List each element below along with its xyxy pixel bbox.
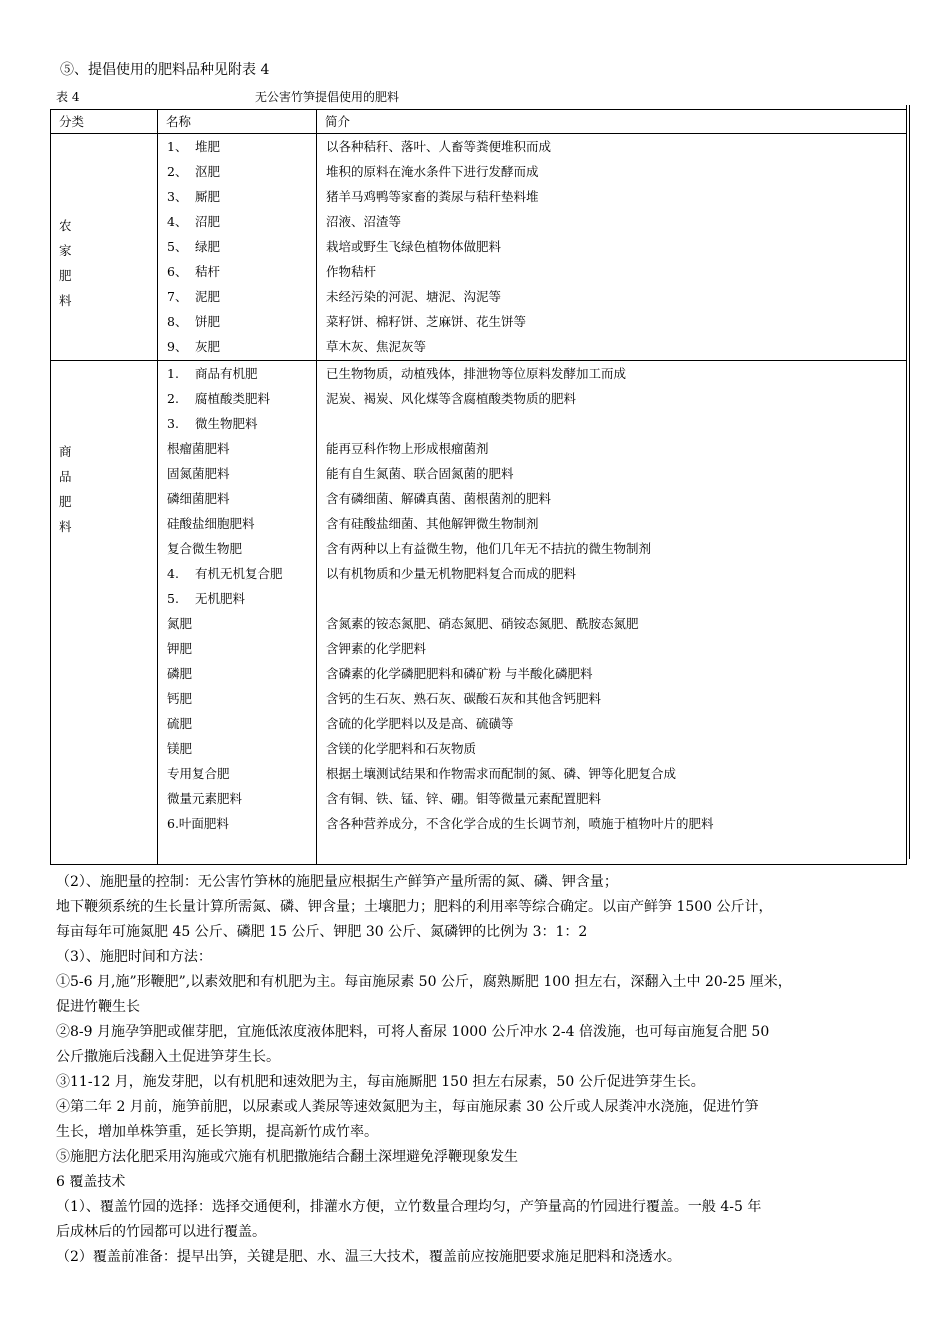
fertilizer-description: 已生物物质，动植残体，排泄物等位原料发酵加工而成 (326, 366, 627, 381)
farm-fertilizer-group (51, 134, 907, 361)
fertilizer-description: 以有机物质和少量无机物肥料复合而成的肥料 (326, 566, 577, 581)
fertilizer-name: 无机肥料 (195, 591, 246, 606)
item-number: 2. (167, 391, 179, 406)
category-char: 商 (59, 444, 72, 459)
fertilizer-description (317, 411, 906, 436)
item-number: 6、 (167, 264, 188, 279)
fertilizer-description: 含有两种以上有益微生物，他们几年无不拮抗的微生物制剂 (326, 541, 652, 556)
fertilizer-name-row (158, 511, 316, 536)
fertilizer-name: 专用复合肥 (167, 766, 230, 781)
fertilizer-name-row (158, 309, 316, 334)
category-char: 肥 (59, 268, 72, 283)
fertilizer-name-row (158, 436, 316, 461)
fertilizer-name-row (158, 209, 316, 234)
fertilizer-name-row (158, 134, 316, 159)
category-char: 肥 (59, 494, 72, 509)
fertilizer-table (50, 109, 907, 865)
table-outer-border (906, 105, 910, 859)
body-paragraph-line: ⑤施肥方法化肥采用沟施或穴施有机肥撒施结合翻土深埋避免浮鞭现象发生 (56, 1149, 518, 1165)
fertilizer-name: 镁肥 (167, 741, 193, 756)
body-paragraph-line: 地下鞭须系统的生长量计算所需氮、磷、钾含量；土壤肥力；肥料的利用率等综合确定。以亩产鲜笋 1500 公斤计， (56, 899, 773, 915)
category-char: 农 (59, 218, 72, 233)
fertilizer-description: 作物秸杆 (326, 264, 377, 279)
fertilizer-name: 6.叶面肥料 (167, 816, 229, 831)
commercial-category-label (59, 439, 72, 539)
fertilizer-description: 根据土壤测试结果和作物需求而配制的氮、磷、钾等化肥复合成 (326, 766, 677, 781)
fertilizer-name-row (158, 686, 316, 711)
fertilizer-name-row (158, 811, 316, 836)
header-category: 分类 (51, 110, 158, 134)
item-number: 4. (167, 566, 179, 581)
item-number: 8、 (167, 314, 188, 329)
fertilizer-description: 含各种营养成分，不含化学合成的生长调节剂，喷施于植物叶片的肥料 (326, 816, 714, 831)
body-paragraph-line: （2）覆盖前准备：提早出笋，关键是肥、水、温三大技术，覆盖前应按施肥要求施足肥料和浇透水。 (56, 1249, 681, 1265)
fertilizer-description: 含有硅酸盐细菌、其他解钾微生物制剂 (326, 516, 539, 531)
fertilizer-name: 绿肥 (195, 239, 221, 254)
body-paragraph-line: ①5-6 月,施”形鞭肥”,以素效肥和有机肥为主。每亩施尿素 50 公斤，腐熟厮肥 100 担左右，深翻入土中 20-25 厘米， (56, 974, 792, 990)
item-number: 1、 (167, 139, 188, 154)
fertilizer-name-row (158, 234, 316, 259)
fertilizer-name-row (158, 636, 316, 661)
fertilizer-name: 腐植酸类肥料 (195, 391, 271, 406)
commercial-category-cell (51, 361, 158, 865)
fertilizer-name: 根瘤菌肥料 (167, 441, 230, 456)
body-paragraph-line: ④第二年 2 月前，施笋前肥，以尿素或人粪尿等速效氮肥为主，每亩施尿素 30 公斤或人尿粪冲水浇施，促进竹笋 (56, 1099, 759, 1115)
fertilizer-description: 菜籽饼、棉籽饼、芝麻饼、花生饼等 (326, 314, 527, 329)
commercial-fertilizer-group (51, 361, 907, 865)
fertilizer-name-row (158, 661, 316, 686)
fertilizer-name-row (158, 561, 316, 586)
fertilizer-description: 含钾素的化学肥料 (326, 641, 427, 656)
fertilizer-name: 饼肥 (195, 314, 221, 329)
body-paragraph-line: 每亩每年可施氮肥 45 公斤、磷肥 15 公斤、钾肥 30 公斤、氮磷钾的比例为 3：1：2 (56, 924, 588, 940)
item-number: 3. (167, 416, 179, 431)
farm-name-cell (158, 134, 317, 361)
fertilizer-name: 钙肥 (167, 691, 193, 706)
body-paragraph-line: ②8-9 月施孕笋肥或催芽肥，宜施低浓度液体肥料，可将人畜尿 1000 公斤冲水 2-4 倍泼施，也可每亩施复合肥 50 (56, 1024, 770, 1040)
fertilizer-name: 氮肥 (167, 616, 193, 631)
fertilizer-name: 泥肥 (195, 289, 221, 304)
fertilizer-description: 草木灰、焦泥灰等 (326, 339, 427, 354)
fertilizer-name-row (158, 334, 316, 359)
commercial-desc-cell (317, 361, 907, 865)
item-number: 5. (167, 591, 179, 606)
fertilizer-description: 堆积的原料在淹水条件下进行发酵而成 (326, 164, 539, 179)
body-paragraph-line: （3）、施肥时间和方法： (56, 949, 212, 965)
farm-desc-cell (317, 134, 907, 361)
fertilizer-name-row (158, 786, 316, 811)
fertilizer-description: 含有铜、铁、锰、锌、硼。钼等微量元素配置肥料 (326, 791, 602, 806)
fertilizer-name: 硫肥 (167, 716, 193, 731)
fertilizer-name-row (158, 411, 316, 436)
fertilizer-name: 秸杆 (195, 264, 221, 279)
farm-category-cell (51, 134, 158, 361)
fertilizer-description: 含镁的化学肥料和石灰物质 (326, 741, 477, 756)
fertilizer-name: 复合微生物肥 (167, 541, 243, 556)
fertilizer-name: 沤肥 (195, 164, 221, 179)
category-char: 家 (59, 243, 72, 258)
body-paragraph-line: 6 覆盖技术 (56, 1174, 126, 1190)
fertilizer-name-row (158, 761, 316, 786)
fertilizer-name: 堆肥 (195, 139, 221, 154)
fertilizer-description: 沼液、沼渣等 (326, 214, 402, 229)
header-name: 名称 (158, 110, 317, 134)
body-paragraph-line: 促进竹鞭生长 (56, 999, 140, 1015)
item-number: 3、 (167, 189, 188, 204)
fertilizer-description: 泥炭、褐炭、风化煤等含腐植酸类物质的肥料 (326, 391, 577, 406)
fertilizer-name-row (158, 386, 316, 411)
fertilizer-name-row (158, 284, 316, 309)
fertilizer-name-row (158, 486, 316, 511)
fertilizer-name-row (158, 586, 316, 611)
fertilizer-description: 含硫的化学肥料以及是高、硫磺等 (326, 716, 514, 731)
fertilizer-name: 钾肥 (167, 641, 193, 656)
fertilizer-name: 微生物肥料 (195, 416, 258, 431)
body-paragraph-line: （2）、施肥量的控制：无公害竹笋林的施肥量应根据生产鲜笋产量所需的氮、磷、钾含量； (56, 874, 618, 890)
fertilizer-name: 沼肥 (195, 214, 221, 229)
commercial-name-cell (158, 361, 317, 865)
fertilizer-name: 灰肥 (195, 339, 221, 354)
fertilizer-description (317, 586, 906, 611)
farm-category-label (59, 213, 72, 313)
fertilizer-name: 固氮菌肥料 (167, 466, 230, 481)
category-char: 品 (59, 469, 72, 484)
item-number: 1. (167, 366, 179, 381)
item-number: 5、 (167, 239, 188, 254)
fertilizer-name-row (158, 611, 316, 636)
body-paragraph-line: 公斤撒施后浅翻入土促进笋芽生长。 (56, 1049, 280, 1065)
fertilizer-description: 以各种秸秆、落叶、人畜等粪便堆积而成 (326, 139, 552, 154)
body-paragraph-line: 生长，增加单株笋重，延长笋期，提高新竹成竹率。 (56, 1124, 378, 1140)
fertilizer-name: 微量元素肥料 (167, 791, 243, 806)
body-paragraph-line: （1）、覆盖竹园的选择：选择交通便利，排灌水方便，立竹数量合理均匀，产笋量高的竹园进行覆盖。一般 4-5 年 (56, 1199, 762, 1215)
fertilizer-name-row (158, 711, 316, 736)
fertilizer-description: 含有磷细菌、解磷真菌、菌根菌剂的肥料 (326, 491, 552, 506)
fertilizer-name: 有机无机复合肥 (195, 566, 283, 581)
fertilizer-name-row (158, 536, 316, 561)
item-number: 4、 (167, 214, 188, 229)
fertilizer-description: 能有自生氮菌、联合固氮菌的肥料 (326, 466, 514, 481)
fertilizer-description: 未经污染的河泥、塘泥、沟泥等 (326, 289, 502, 304)
body-paragraph-line: 后成林后的竹园都可以进行覆盖。 (56, 1224, 266, 1240)
fertilizer-name-row (158, 259, 316, 284)
table-number: 表 4 (56, 90, 80, 104)
item-number: 7、 (167, 289, 188, 304)
fertilizer-name-row (158, 361, 316, 386)
fertilizer-name: 磷肥 (167, 666, 193, 681)
body-paragraph-line: ③11-12 月，施发芽肥，以有机肥和速效肥为主，每亩施厮肥 150 担左右尿素，50 公斤促进笋芽生长。 (56, 1074, 705, 1090)
fertilizer-name-row (158, 461, 316, 486)
fertilizer-name: 磷细菌肥料 (167, 491, 230, 506)
fertilizer-description: 猪羊马鸡鸭等家畜的粪尿与秸秆垫料堆 (326, 189, 539, 204)
fertilizer-description: 含磷素的化学磷肥肥料和磷矿粉 与半酸化磷肥料 (326, 666, 593, 681)
fertilizer-description: 含氮素的铵态氮肥、硝态氮肥、硝铵态氮肥、酰胺态氮肥 (326, 616, 639, 631)
fertilizer-name-row (158, 184, 316, 209)
item-number: 2、 (167, 164, 188, 179)
category-char: 料 (59, 519, 72, 534)
table-header-row (51, 110, 907, 134)
category-char: 料 (59, 293, 72, 308)
fertilizer-name: 商品有机肥 (195, 366, 258, 381)
header-description: 简介 (317, 110, 907, 134)
fertilizer-description: 含钙的生石灰、熟石灰、碳酸石灰和其他含钙肥料 (326, 691, 602, 706)
fertilizer-name: 厮肥 (195, 189, 221, 204)
table-title: 无公害竹笋提倡使用的肥料 (255, 90, 400, 104)
item-number: 9、 (167, 339, 188, 354)
section-heading: ⑤、提倡使用的肥料品种见附表 4 (60, 62, 270, 78)
fertilizer-description: 能再豆科作物上形成根瘤菌剂 (326, 441, 489, 456)
fertilizer-name-row (158, 159, 316, 184)
fertilizer-name-row (158, 736, 316, 761)
fertilizer-description: 栽培或野生飞绿色植物体做肥料 (326, 239, 502, 254)
fertilizer-name: 硅酸盐细胞肥料 (167, 516, 255, 531)
